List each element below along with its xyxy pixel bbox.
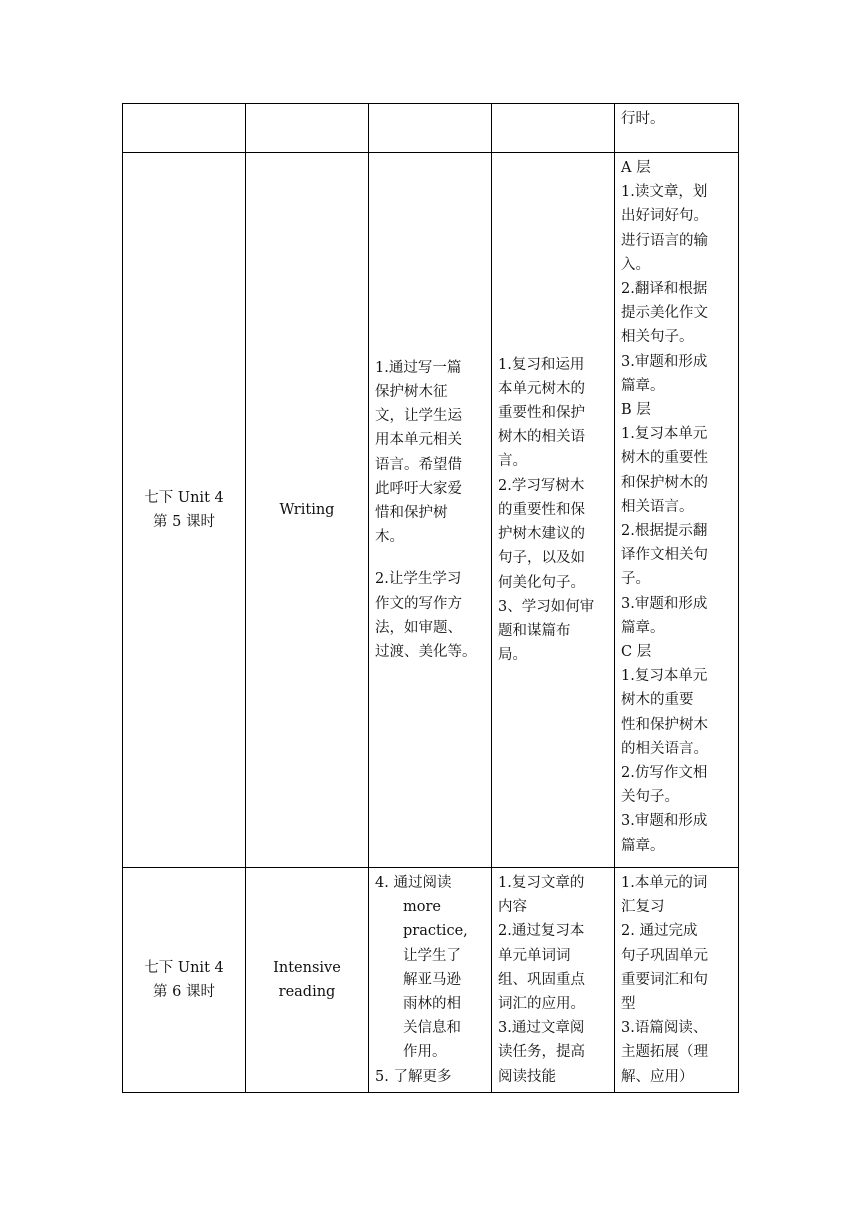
cell-line: 解亚马逊 (403, 971, 461, 988)
cell-line: 树木的相关语 (498, 429, 585, 446)
cell-line: 词汇的应用。 (498, 996, 585, 1013)
cell-line: 和保护树木的 (621, 474, 708, 491)
cell-line: 文，让学生运 (375, 408, 462, 425)
cell-line: 子。 (621, 571, 650, 588)
lesson-number: 第 5 课时 (153, 514, 215, 530)
cell-line: 2. 通过完成 (621, 923, 698, 940)
cell-line: 出好词好句。 (621, 208, 708, 225)
cell-line: 树木的重要 (621, 692, 694, 709)
cell-line: 3.审题和形成 (621, 353, 708, 370)
cell-line: 作文的写作方 (375, 595, 462, 612)
table-cell (123, 104, 246, 153)
table-cell (369, 104, 492, 153)
lesson-type: reading (278, 983, 336, 1000)
lesson-type-cell (246, 153, 369, 868)
cell-line: 惜和保护树 (375, 505, 448, 521)
cell-line: 作用。 (403, 1044, 447, 1061)
cell-line: 型 (621, 996, 636, 1013)
cell-line: 性和保护树木 (621, 716, 708, 733)
cell-line: 2.让学生学习 (375, 571, 462, 588)
cell-line: 2.根据提示翻 (621, 523, 708, 540)
cell-line: 读任务，提高 (498, 1044, 585, 1061)
paragraph-gap (375, 549, 485, 567)
cell-line: 篇章。 (621, 837, 665, 854)
cell-line: 雨林的相 (403, 996, 461, 1013)
cell-line: 译作文相关句 (621, 547, 708, 564)
cell-line: 汇复习 (621, 899, 665, 916)
cell-line: 主题拓展（理 (621, 1044, 708, 1061)
tiered-tasks-cell (615, 868, 739, 1093)
table-row (123, 153, 739, 868)
cell-line: 相关句子。 (621, 329, 694, 346)
table-row (123, 868, 739, 1093)
cell-line: 语言。希望借 (375, 456, 462, 473)
cell-line: 提示美化作文 (621, 305, 708, 322)
cell-line: 树木的重要性 (621, 450, 708, 467)
cell-line: 解、应用） (621, 1068, 694, 1085)
cell-line: 3、学习如何审 (498, 598, 595, 615)
cell-line: B 层 (621, 402, 651, 419)
cell-line: 阅读技能 (498, 1068, 556, 1085)
cell-line: 护树木建议的 (498, 526, 585, 543)
cell-line: 1.复习和运用 (498, 356, 585, 373)
cell-line: 2.翻译和根据 (621, 281, 708, 298)
cell-line: 3.审题和形成 (621, 595, 708, 612)
lesson-cell (123, 153, 246, 868)
cell-line: 局。 (498, 647, 527, 664)
table-cell (615, 104, 739, 153)
table-cell (492, 104, 615, 153)
lesson-cell (123, 868, 246, 1093)
objectives-cell (369, 868, 492, 1093)
lesson-type: Writing (279, 501, 335, 518)
cell-line: A 层 (621, 160, 651, 176)
cell-line: 行时。 (621, 111, 665, 127)
cell-line: 相关语言。 (621, 498, 694, 515)
cell-line: 篇章。 (621, 377, 665, 394)
objectives-cell (369, 153, 492, 868)
cell-line: 过渡、美化等。 (375, 644, 477, 661)
cell-line: 2.仿写作文相 (621, 765, 708, 782)
cell-line: 5. 了解更多 (375, 1068, 452, 1085)
cell-line: 的重要性和保 (498, 501, 585, 518)
content-cell (492, 153, 615, 868)
cell-line: 的相关语言。 (621, 740, 708, 757)
cell-line: 言。 (498, 453, 527, 470)
cell-line: 重要性和保护 (498, 405, 585, 422)
cell-line: 题和谋篇布 (498, 622, 571, 639)
cell-line: 本单元树木的 (498, 380, 585, 397)
table-row (123, 104, 739, 153)
cell-line: 组、巩固重点 (498, 971, 585, 988)
cell-line: 句子巩固单元 (621, 947, 708, 964)
cell-line: 保护树木征 (375, 383, 448, 400)
cell-line: practice, (403, 923, 468, 940)
unit-label: 七下 Unit 4 (144, 959, 224, 976)
cell-line: 1.复习本单元 (621, 668, 708, 685)
cell-line: 何美化句子。 (498, 574, 585, 591)
cell-line: 入。 (621, 256, 650, 273)
cell-line: 3.审题和形成 (621, 813, 708, 830)
cell-line: 内容 (498, 899, 527, 916)
cell-line: C 层 (621, 644, 652, 661)
cell-line: 3.通过文章阅 (498, 1020, 585, 1037)
cell-line: 1.复习文章的 (498, 875, 585, 891)
table-cell (246, 104, 369, 153)
cell-line: 3.语篇阅读、 (621, 1020, 708, 1037)
lesson-plan-table (122, 103, 739, 1093)
cell-line: 1.读文章，划 (621, 184, 708, 201)
cell-line: 进行语言的输 (621, 232, 708, 249)
cell-line: 句子，以及如 (498, 550, 585, 567)
cell-line: 用本单元相关 (375, 432, 462, 449)
lesson-type-cell (246, 868, 369, 1093)
cell-line: 4. 通过阅读 (375, 875, 452, 891)
cell-line: 篇章。 (621, 619, 665, 636)
content-cell (492, 868, 615, 1093)
cell-line: 让学生了 (403, 947, 461, 964)
cell-line: 法，如审题、 (375, 619, 462, 636)
cell-line: 1.本单元的词 (621, 875, 708, 891)
cell-line: 2.通过复习本 (498, 923, 585, 940)
cell-line: 木。 (375, 529, 404, 546)
cell-line: 重要词汇和句 (621, 971, 708, 988)
tiered-tasks-cell (615, 153, 739, 868)
cell-line: 单元单词词 (498, 947, 571, 964)
unit-label: 七下 Unit 4 (144, 489, 224, 506)
cell-line: 关句子。 (621, 789, 679, 806)
cell-line: more (403, 899, 441, 916)
cell-line: 1.通过写一篇 (375, 359, 462, 376)
lesson-type: Intensive (273, 959, 341, 976)
cell-line: 1.复习本单元 (621, 426, 708, 443)
cell-line: 2.学习写树木 (498, 477, 585, 494)
cell-line: 关信息和 (403, 1020, 461, 1037)
cell-line: 此呼吁大家爱 (375, 480, 462, 497)
lesson-number: 第 6 课时 (153, 983, 215, 1000)
